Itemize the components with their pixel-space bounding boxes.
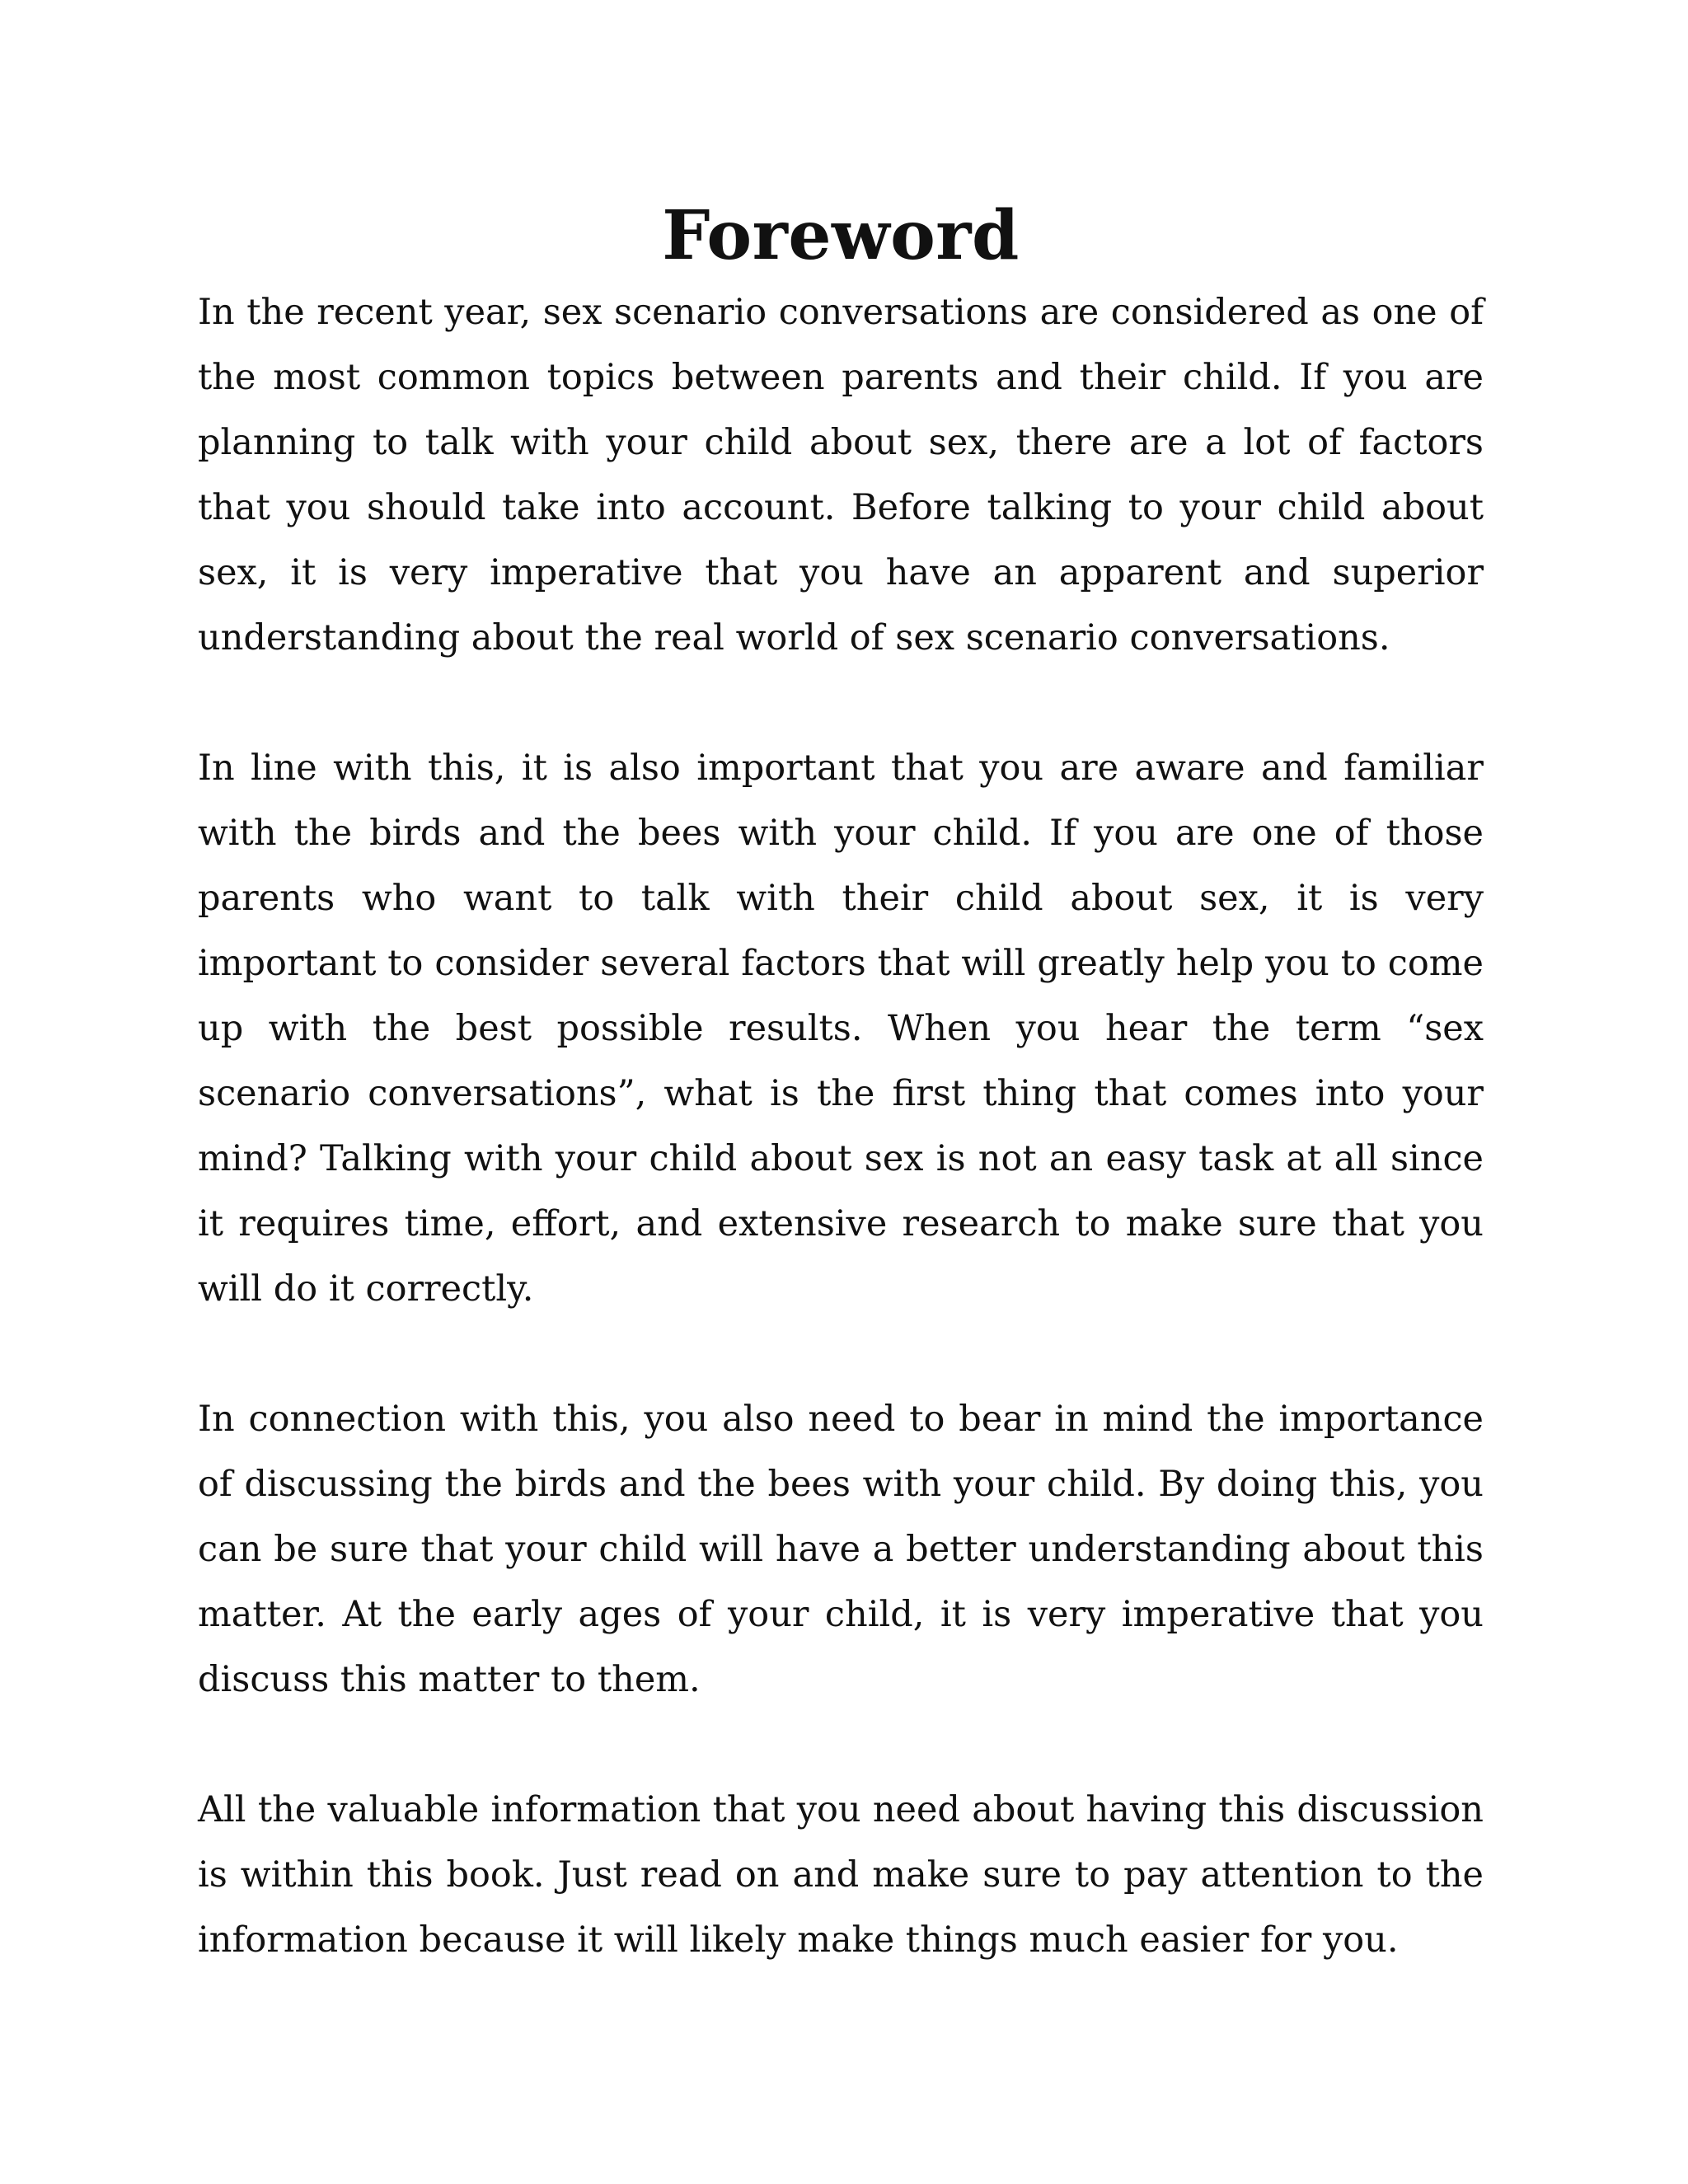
paragraph: All the valuable information that you need about having this discussion is within this book. Just read on and make sure to pay attention to the information because it will likely make things much easier for you. bbox=[198, 1789, 1484, 1961]
document-page bbox=[198, 194, 1484, 1973]
page-title: Foreword bbox=[662, 196, 1020, 275]
paragraph: In connection with this, you also need to bear in mind the importance of discussing the birds and the bees with your child. By doing this, you can be sure that your child will have a better understanding about this matter. At the early ages of your child, it is very imperative that you discuss this matter to them. bbox=[198, 1399, 1484, 1700]
paragraph: In the recent year, sex scenario conversations are considered as one of the most common topics between parents and their child. If you are planning to talk with your child about sex, there are a lot of factors that you should take into account. Before talking to your child about sex, it is very imperative that you have an apparent and superior understanding about the real world of sex scenario conversations. bbox=[198, 292, 1484, 658]
paragraph: In line with this, it is also important that you are aware and familiar with the birds and the bees with your child. If you are one of those parents who want to talk with their child about sex, it is very important to consider several factors that will greatly help you to come up with the best possible results. When you hear the term “sex scenario conversations”, what is the first thing that comes into your mind? Talking with your child about sex is not an easy task at all since it requires time, effort, and extensive research to make sure that you will do it correctly. bbox=[198, 748, 1484, 1310]
